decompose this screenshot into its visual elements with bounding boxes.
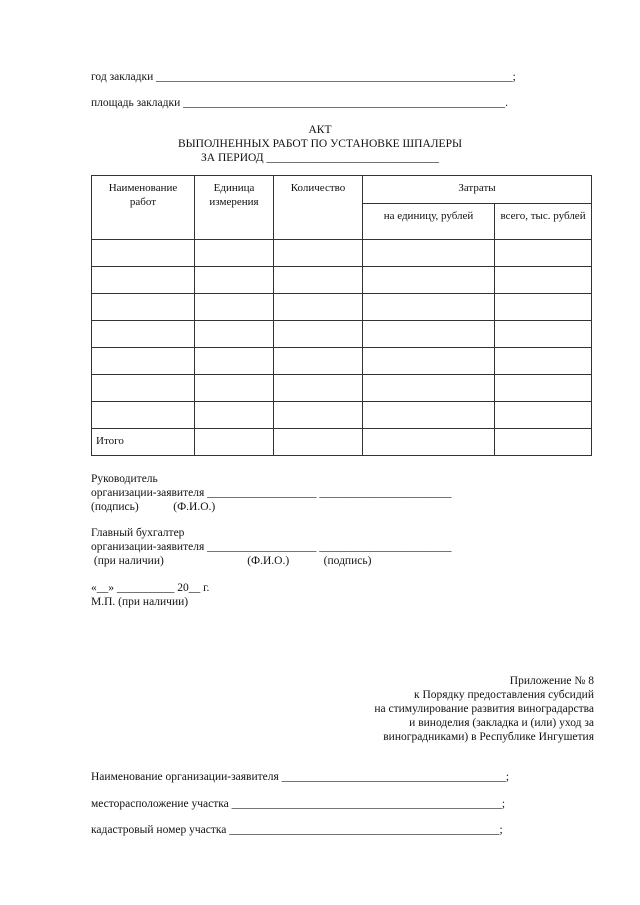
table-cell[interactable] (274, 402, 363, 429)
table-row (92, 267, 592, 294)
table-cell[interactable] (363, 321, 495, 348)
appendix-line: и виноделия (закладка и (или) уход за (409, 717, 594, 729)
table-cell[interactable] (274, 348, 363, 375)
table-cell[interactable] (92, 375, 195, 402)
table-cell[interactable] (363, 240, 495, 267)
table-cell[interactable] (363, 348, 495, 375)
act-subtitle: ВЫПОЛНЕННЫХ РАБОТ ПО УСТАНОВКЕ ШПАЛЕРЫ (177, 138, 462, 150)
head-signature-captions: (подпись) (Ф.И.О.) (91, 501, 216, 513)
seal-line: М.П. (при наличии) (91, 596, 189, 608)
table-cell[interactable] (195, 402, 274, 429)
cadastral-line: кадастровый номер участка _______________________________________________; (91, 824, 503, 836)
table-cell[interactable] (363, 267, 495, 294)
table-cell[interactable] (274, 375, 363, 402)
table-cell[interactable] (92, 240, 195, 267)
table-row (92, 321, 592, 348)
table-cell[interactable] (92, 402, 195, 429)
table-cell[interactable] (495, 375, 592, 402)
table-cell[interactable] (92, 321, 195, 348)
col-header-total: всего, тыс. рублей (495, 204, 592, 240)
table-cell[interactable] (495, 321, 592, 348)
table-cell[interactable] (363, 375, 495, 402)
table-row (92, 240, 592, 267)
table-cell[interactable] (363, 402, 495, 429)
table-row (92, 348, 592, 375)
table-cell[interactable] (274, 429, 363, 456)
table-cell[interactable] (274, 240, 363, 267)
table-cell[interactable] (92, 294, 195, 321)
table-cell[interactable] (195, 294, 274, 321)
appendix-line: к Порядку предоставления субсидий (414, 689, 594, 701)
year-line: год закладки ______________________________________________________________; (91, 71, 516, 83)
accountant-signature-line: организации-заявителя ___________________ _______________________ (91, 541, 452, 553)
accountant-title: Главный бухгалтер (91, 527, 185, 539)
org-name-line: Наименование организации-заявителя _______________________________________; (91, 771, 510, 783)
appendix-line: на стимулирование развития виноградарства (374, 703, 594, 715)
table-cell[interactable] (274, 321, 363, 348)
col-header-per-unit: на единицу, рублей (363, 204, 495, 240)
table-cell[interactable] (92, 348, 195, 375)
act-period: ЗА ПЕРИОД ______________________________ (201, 152, 439, 164)
head-signature-line: организации-заявителя ___________________ _______________________ (91, 487, 452, 499)
col-header-name: Наименование работ (92, 176, 195, 240)
table-cell[interactable] (495, 240, 592, 267)
table-cell[interactable] (495, 348, 592, 375)
act-title: АКТ (308, 124, 332, 136)
table-row (92, 402, 592, 429)
table-row-total (92, 429, 592, 456)
table-cell[interactable] (195, 267, 274, 294)
head-title: Руководитель (91, 473, 158, 485)
table-cell[interactable] (363, 429, 495, 456)
table-row (92, 375, 592, 402)
table-cell[interactable] (195, 348, 274, 375)
table-cell[interactable] (195, 240, 274, 267)
location-line: месторасположение участка _______________________________________________; (91, 798, 506, 810)
appendix-number: Приложение № 8 (509, 675, 594, 687)
appendix-line: виноградниками) в Республике Ингушетия (383, 731, 594, 743)
col-header-costs: Затраты (363, 176, 592, 204)
table-cell[interactable] (495, 402, 592, 429)
table-cell[interactable] (274, 267, 363, 294)
table-cell[interactable] (92, 267, 195, 294)
table-cell[interactable] (495, 267, 592, 294)
col-header-unit: Единица измерения (195, 176, 274, 240)
date-line: «__» __________ 20__ г. (91, 582, 210, 594)
total-label: Итого (92, 429, 195, 456)
col-header-quantity: Количество (274, 176, 363, 240)
table-row (92, 294, 592, 321)
table-cell[interactable] (363, 294, 495, 321)
table-cell[interactable] (274, 294, 363, 321)
area-line: площадь закладки ________________________________________________________. (91, 97, 508, 109)
works-table (91, 175, 592, 456)
accountant-signature-captions: (при наличии) (Ф.И.О.) (подпись) (91, 555, 372, 567)
table-cell[interactable] (195, 429, 274, 456)
table-cell[interactable] (495, 429, 592, 456)
table-cell[interactable] (195, 375, 274, 402)
table-cell[interactable] (495, 294, 592, 321)
table-cell[interactable] (195, 321, 274, 348)
